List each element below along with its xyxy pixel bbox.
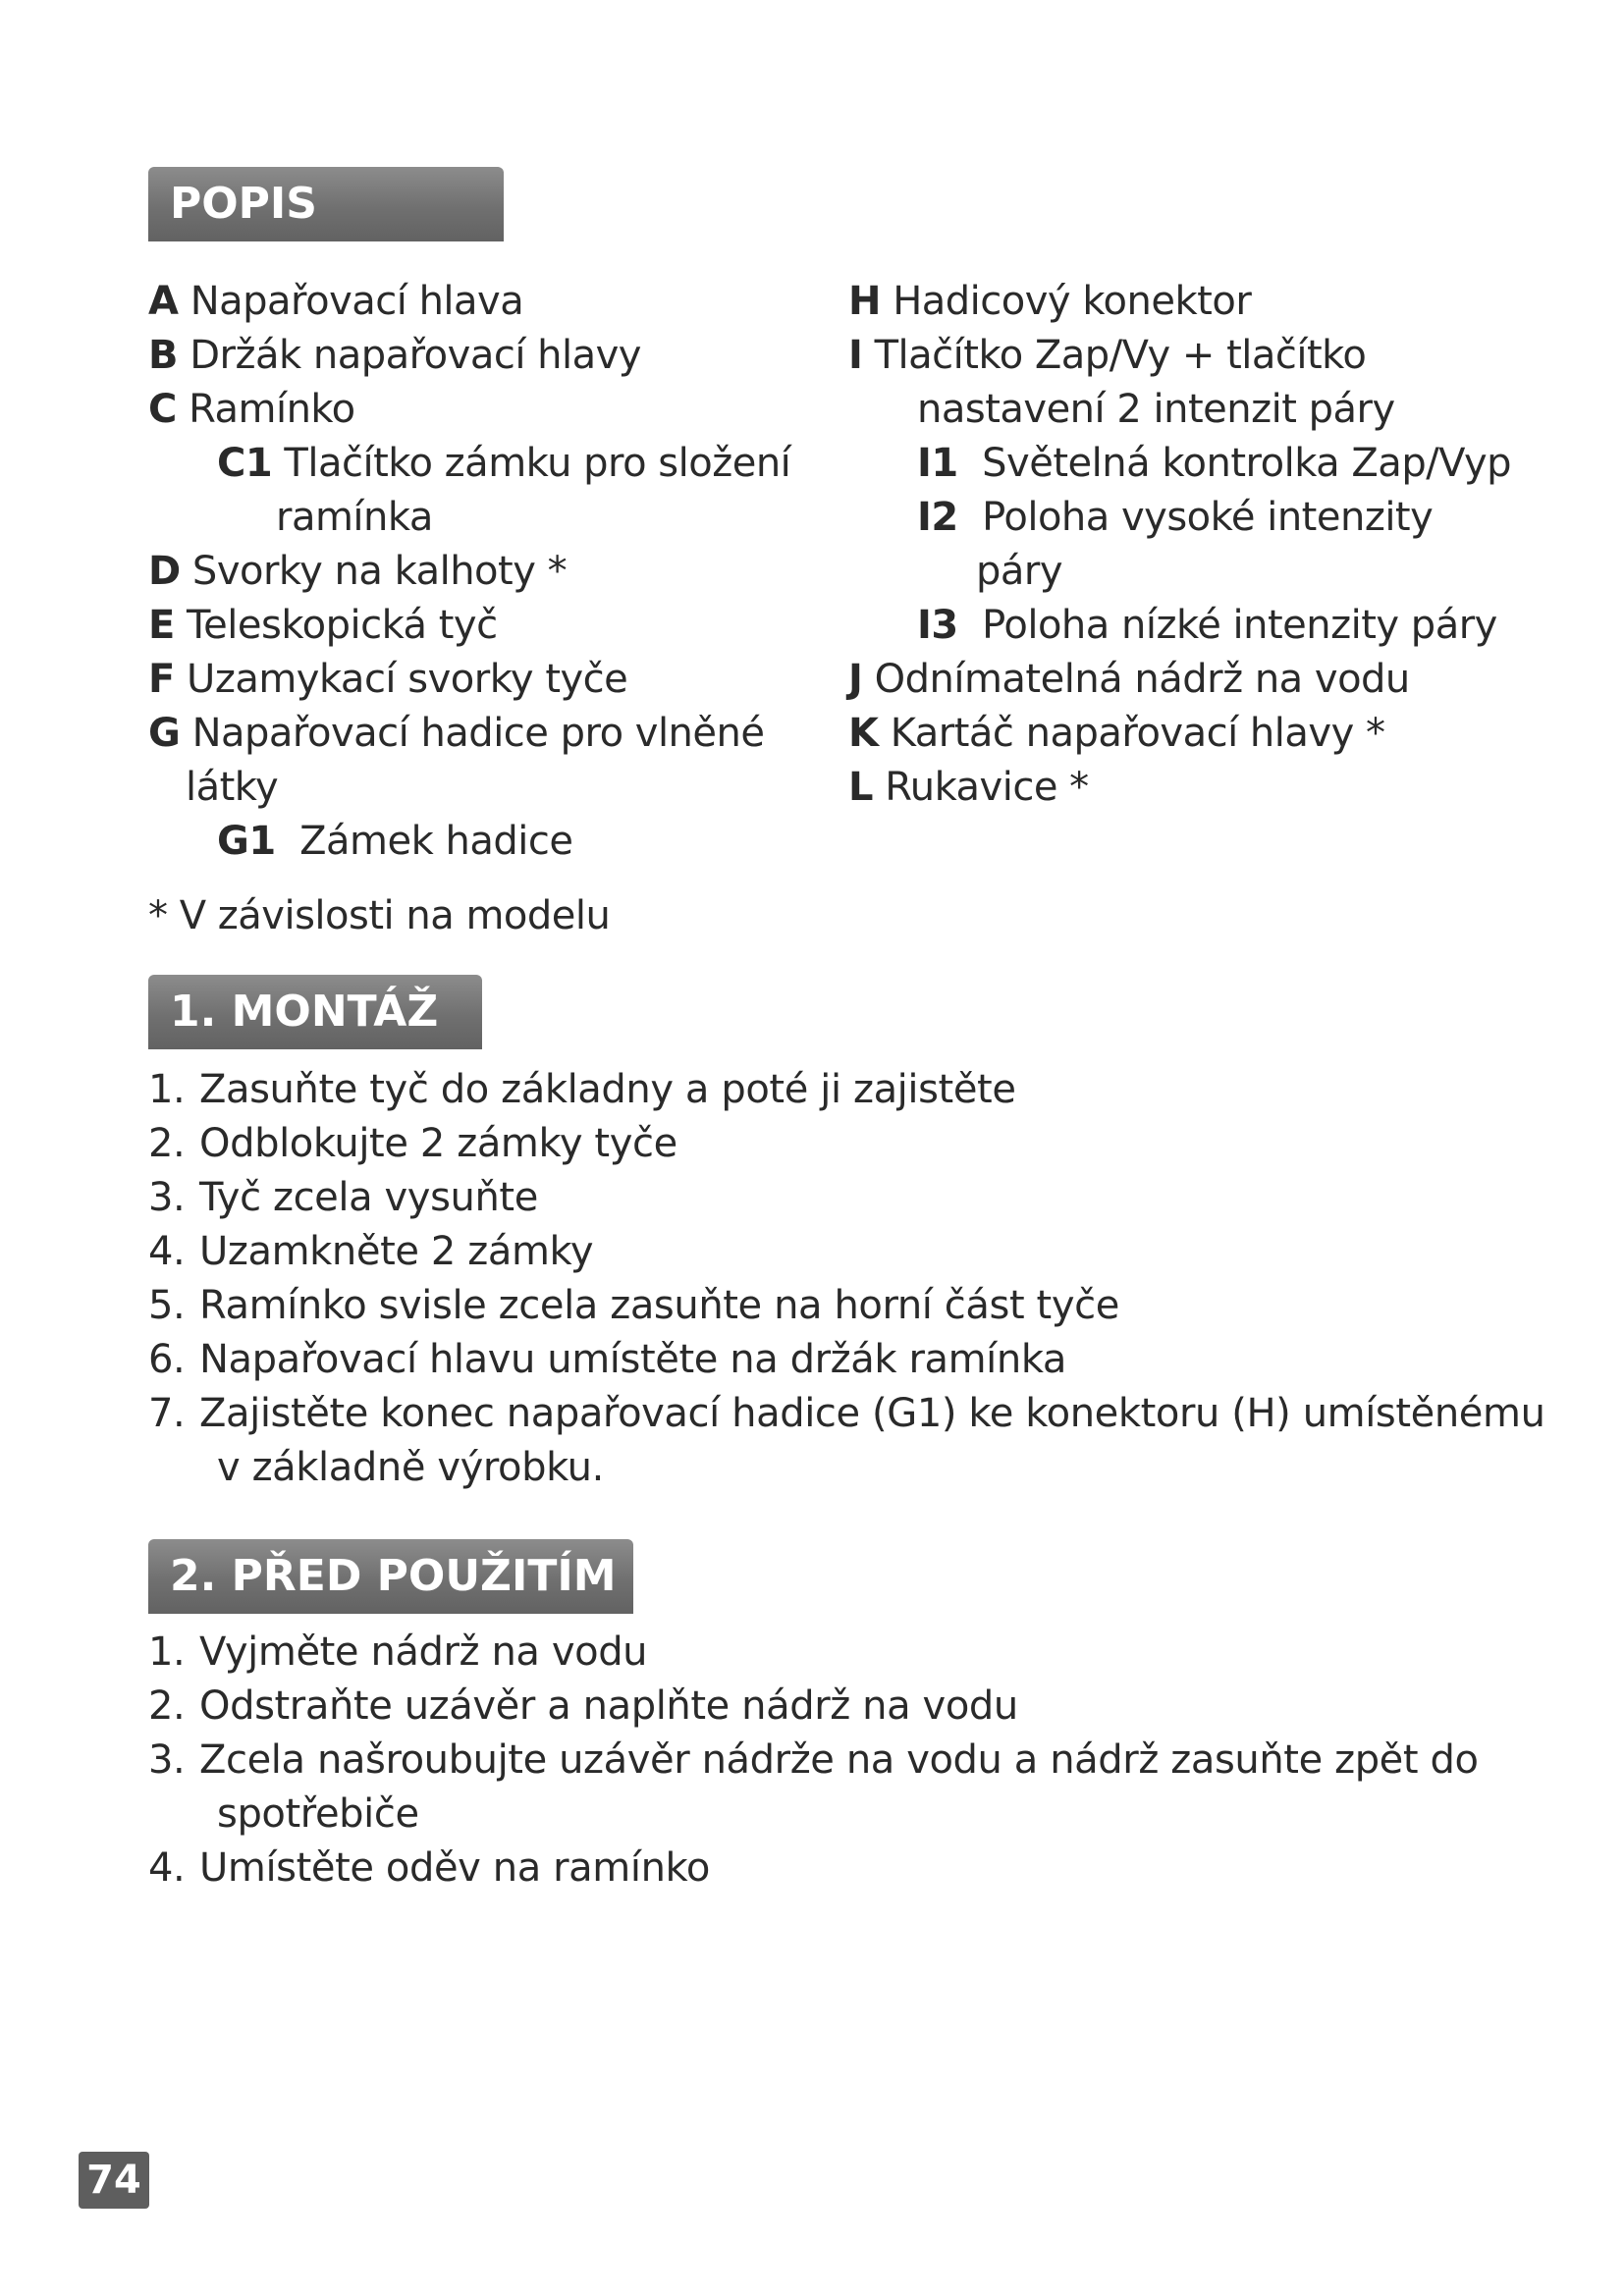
part-subitem-continuation: páry (976, 549, 1063, 594)
part-subitem: I2 Poloha vysoké intenzity (917, 495, 1434, 540)
section-header-pred-pouzitim: 2. PŘED POUŽITÍM (148, 1539, 633, 1614)
part-item: I Tlačítko Zap/Vy + tlačítko (848, 333, 1367, 378)
pred-pouzitim-steps (148, 1626, 1484, 1896)
part-subitem: C1 Tlačítko zámku pro složení (217, 441, 791, 486)
part-item: G Napařovací hadice pro vlněné (148, 711, 765, 756)
section-header-montaz: 1. MONTÁŽ (148, 975, 482, 1049)
part-subitem: I3 Poloha nízké intenzity páry (917, 603, 1497, 648)
part-item: A Napařovací hlava (148, 279, 524, 324)
part-item: J Odnímatelná nádrž na vodu (848, 657, 1410, 702)
part-item: D Svorky na kalhoty * (148, 549, 568, 594)
step-item: 4. Umístěte oděv na ramínko (148, 1845, 710, 1891)
part-item: C Ramínko (148, 387, 355, 432)
parts-list-left (148, 275, 796, 869)
step-item: 6. Napařovací hlavu umístěte na držák ramínka (148, 1337, 1067, 1382)
step-item: 1. Zasuňte tyč do základny a poté ji zajistěte (148, 1067, 1016, 1112)
step-item: 3. Zcela našroubujte uzávěr nádrže na vodu a nádrž zasuňte zpět do (148, 1737, 1479, 1783)
model-footnote: * V závislosti na modelu (148, 893, 611, 938)
step-item: 2. Odblokujte 2 zámky tyče (148, 1121, 677, 1166)
part-item-continuation: látky (186, 765, 279, 810)
montaz-steps (148, 1063, 1545, 1495)
part-item: K Kartáč napařovací hlavy * (848, 711, 1385, 756)
parts-list-right (848, 275, 1512, 815)
part-item: H Hadicový konektor (848, 279, 1252, 324)
part-subitem: I1 Světelná kontrolka Zap/Vyp (917, 441, 1512, 486)
part-item: F Uzamykací svorky tyče (148, 657, 628, 702)
step-item: 1. Vyjměte nádrž na vodu (148, 1629, 648, 1675)
part-subitem-continuation: ramínka (276, 495, 433, 540)
part-item-continuation: nastavení 2 intenzit páry (917, 387, 1395, 432)
part-item: L Rukavice * (848, 765, 1089, 810)
step-continuation: v základně výrobku. (217, 1445, 604, 1490)
step-item: 5. Ramínko svisle zcela zasuňte na horní část tyče (148, 1283, 1119, 1328)
page-number: 74 (79, 2152, 149, 2209)
step-item: 7. Zajistěte konec napařovací hadice (G1) ke konektoru (H) umístěnému (148, 1391, 1545, 1436)
section-header-popis: POPIS (148, 167, 504, 241)
step-continuation: spotřebiče (217, 1791, 419, 1837)
part-item: B Držák napařovací hlavy (148, 333, 641, 378)
part-subitem: G1 Zámek hadice (217, 819, 573, 864)
step-item: 2. Odstraňte uzávěr a naplňte nádrž na vodu (148, 1683, 1018, 1729)
part-item: E Teleskopická tyč (148, 603, 498, 648)
step-item: 3. Tyč zcela vysuňte (148, 1175, 538, 1220)
step-item: 4. Uzamkněte 2 zámky (148, 1229, 594, 1274)
